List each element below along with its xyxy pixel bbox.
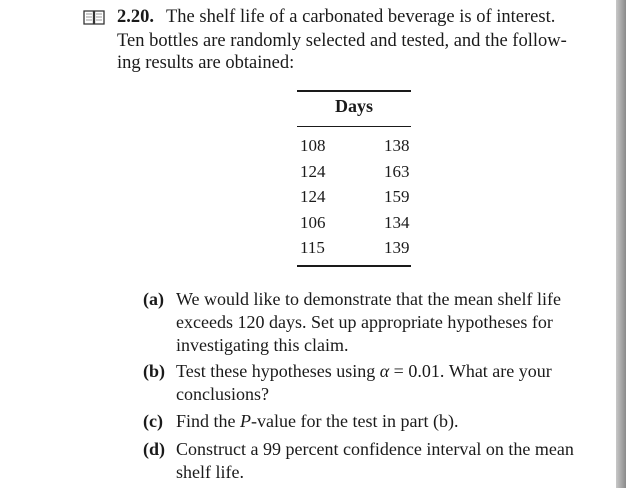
alpha-symbol: α — [379, 361, 390, 381]
part-d-line-1: Construct a 99 percent confidence interval on the mean — [176, 439, 574, 459]
part-b-label: (b) — [143, 361, 165, 381]
book-icon — [83, 9, 105, 25]
part-a-line-3: investigating this claim. — [176, 335, 349, 355]
p-symbol: P — [240, 411, 252, 431]
part-b-line-2: conclusions? — [176, 384, 269, 404]
part-b-line-1 — [176, 360, 552, 382]
part-c-text: Find the — [176, 411, 236, 431]
problem-statement-line-3: ing results are obtained: — [117, 53, 295, 73]
table-cell: 106 — [300, 213, 326, 232]
problem-text-line: The shelf life of a carbonated beverage is of interest. — [166, 7, 556, 27]
part-a-label: (a) — [143, 289, 164, 309]
part-d-line-2: shelf life. — [176, 462, 244, 482]
problem-statement-line-1 — [117, 6, 555, 28]
part-c-line-1 — [176, 410, 458, 432]
table-cell: 124 — [300, 187, 326, 206]
table-header-rule — [297, 126, 411, 127]
part-d-label: (d) — [143, 439, 165, 459]
table-cell: 163 — [384, 162, 410, 181]
table-cell: 108 — [300, 136, 326, 155]
part-a-line-2: exceeds 120 days. Set up appropriate hypotheses for — [176, 312, 553, 332]
problem-statement-line-2: Ten bottles are randomly selected and tested, and the follow- — [117, 31, 567, 51]
problem-number: 2.20. — [117, 7, 154, 27]
part-c-label: (c) — [143, 411, 163, 431]
table-cell: 124 — [300, 162, 326, 181]
part-a-line-1: We would like to demonstrate that the mean shelf life — [176, 289, 561, 309]
table-cell: 159 — [384, 187, 410, 206]
table-cell: 139 — [384, 238, 410, 257]
part-b-text: = 0.01. What are your — [393, 361, 552, 381]
part-c-text: -value for the test in part (b). — [251, 411, 459, 431]
part-b-text: Test these hypotheses using — [176, 361, 376, 381]
table-cell: 138 — [384, 136, 410, 155]
table-header-days: Days — [334, 96, 373, 116]
table-bottom-rule — [297, 265, 411, 267]
table-cell: 115 — [300, 238, 325, 257]
table-cell: 134 — [384, 213, 410, 232]
page-edge-shadow — [616, 0, 626, 488]
table-top-rule — [297, 90, 411, 92]
